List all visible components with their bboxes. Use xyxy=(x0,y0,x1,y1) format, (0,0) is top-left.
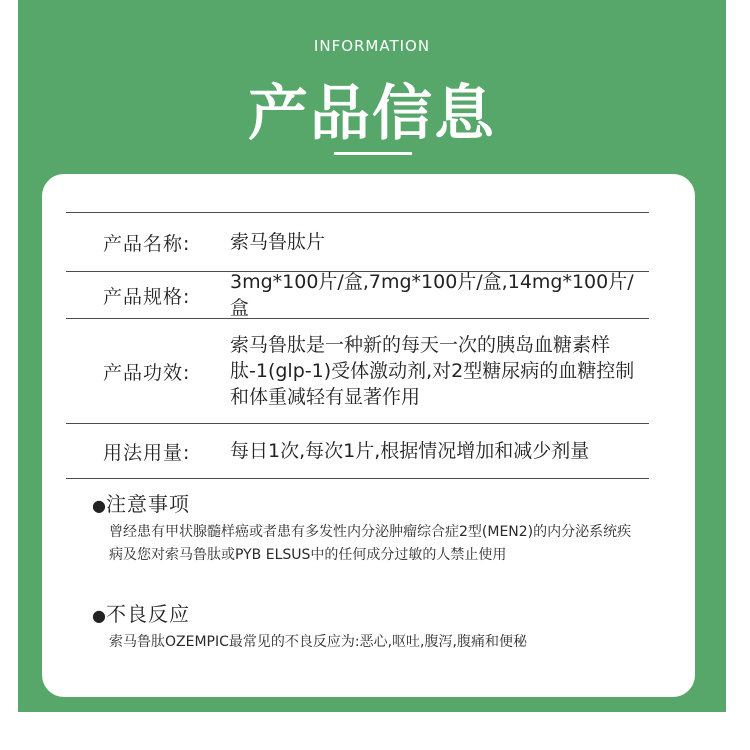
precautions-section xyxy=(92,488,644,567)
product-info-table xyxy=(66,212,649,479)
page-title: 产品信息 xyxy=(248,79,496,149)
row-value: 每日1次,每次1片,根据情况增加和减少剂量 xyxy=(230,440,590,462)
row-value: 索马鲁肽是一种新的每天一次的胰岛血糖素样肽-1(glp-1)受体激动剂,对2型糖尿病的血糖控制和体重减轻有显著作用 xyxy=(230,334,635,408)
row-label: 用法用量: xyxy=(103,441,191,464)
row-value: 索马鲁肽片 xyxy=(230,231,326,253)
section-heading xyxy=(92,488,644,517)
section-heading xyxy=(92,598,644,627)
section-heading-text: 注意事项 xyxy=(106,492,190,516)
adverse-reactions-section xyxy=(92,598,644,654)
table-row-dosage xyxy=(66,424,649,479)
bullet-icon: ● xyxy=(92,606,107,625)
table-row-spec xyxy=(66,272,649,319)
section-heading-text: 不良反应 xyxy=(106,602,190,626)
bullet-icon: ● xyxy=(92,496,107,515)
table-row-name xyxy=(66,213,649,272)
row-label: 产品规格: xyxy=(103,285,191,308)
row-label: 产品名称: xyxy=(103,232,191,255)
section-body: 曾经患有甲状腺髓样癌或者患有多发性内分泌肿瘤综合症2型(MEN2)的内分泌系统疾病及您对索马鲁肽或PYB ELSUS中的任何成分过敏的人禁止使用 xyxy=(109,524,632,563)
table-row-effect xyxy=(66,319,649,424)
row-label: 产品功效: xyxy=(103,361,191,384)
section-body: 索马鲁肽OZEMPIC最常见的不良反应为:恶心,呕吐,腹泻,腹痛和便秘 xyxy=(109,634,527,650)
eyebrow-label: INFORMATION xyxy=(313,37,431,55)
title-divider xyxy=(334,152,412,155)
row-value: 3mg*100片/盒,7mg*100片/盒,14mg*100片/盒 xyxy=(230,271,634,319)
